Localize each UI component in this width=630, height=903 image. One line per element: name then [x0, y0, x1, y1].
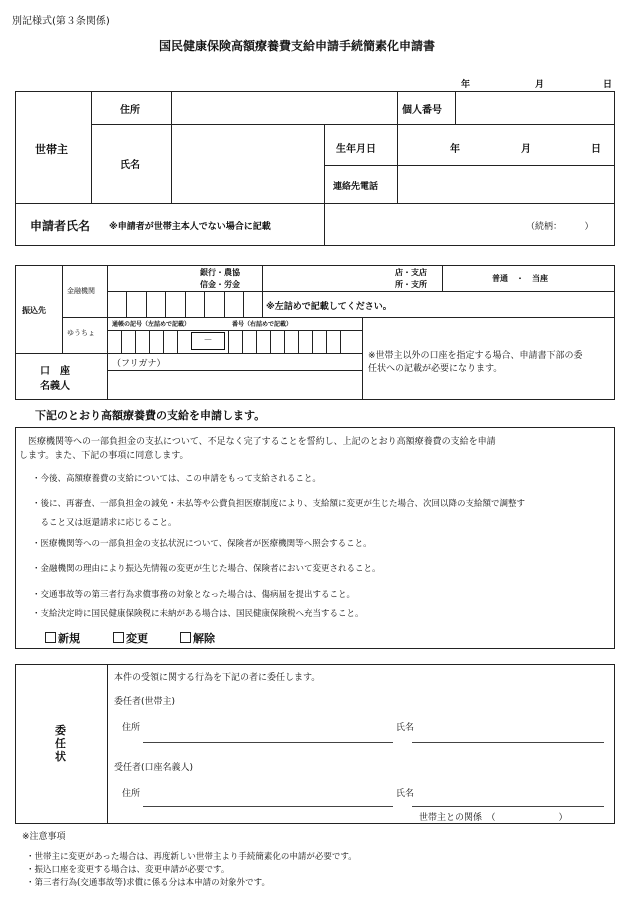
option-cancel[interactable]	[180, 630, 215, 646]
delegator-name-label: 氏名	[396, 723, 415, 733]
yucho-label: ゆうちょ	[67, 329, 95, 337]
pledge-line1: 医療機関等への一部負担金の支払について、不足なく完了することを誓約し、上記のとおり高額療養費の支給を申請	[19, 437, 496, 447]
bank-types-line1: 銀行・農協	[200, 268, 240, 277]
birth-year-label: 年	[450, 144, 460, 155]
delegatee-address-field[interactable]	[143, 790, 393, 806]
address-label: 住所	[120, 105, 140, 116]
furigana-label: （フリガナ）	[112, 359, 166, 369]
yucho-symbol-label: 通帳の記号（左詰めで記載）	[112, 321, 191, 328]
option-cancel-label: 解除	[193, 632, 215, 645]
bank-name-field[interactable]	[111, 268, 196, 288]
agreement-item-2: ・後に、再審査、一部負担金の減免・未払等や公費負担医療制度により、支給額に変更が生じた場合、次回以降の支給額で調整す	[32, 499, 526, 509]
yucho-number-label: 番号（右詰めで記載）	[232, 321, 293, 328]
note-item-2: ・振込口座を変更する場合は、変更申請が必要です。	[26, 865, 230, 875]
applicant-note: ※申請者が世帯主本人でない場合に記載	[109, 222, 271, 232]
account-holder-label-line2: 名義人	[40, 381, 70, 392]
account-number-cells[interactable]	[110, 293, 260, 315]
date-month-label: 月	[535, 80, 545, 90]
checkbox-icon	[45, 632, 56, 643]
phone-label: 連絡先電話	[333, 182, 379, 192]
delegator-address-field[interactable]	[143, 726, 393, 742]
checkbox-icon	[180, 632, 191, 643]
delegator-address-label: 住所	[122, 723, 141, 733]
notes-heading: ※注意事項	[22, 832, 66, 842]
individual-number-field[interactable]	[459, 95, 611, 122]
name-label: 氏名	[120, 160, 140, 171]
note-item-1: ・世帯主に変更があった場合は、再度新しい世帯主より手続簡素化の申請が必要です。	[26, 852, 357, 862]
account-holder-label-line1: 口 座	[40, 366, 70, 377]
institution-label: 金融機関	[67, 287, 95, 295]
page-title: 国民健康保険高額療養費支給申請手続簡素化申請書	[159, 39, 436, 53]
address-field[interactable]	[175, 95, 393, 122]
note-item-3: ・第三者行為(交通事故等)求償に係る分は本申請の対象外です。	[26, 878, 270, 888]
birth-day-label: 日	[591, 144, 601, 155]
account-type-options[interactable]: 普通 ・ 当座	[492, 274, 548, 283]
other-account-note-line2: 任状への記載が必要になります。	[368, 364, 503, 374]
branch-types-line2: 所・支所	[395, 280, 427, 289]
pledge-line2: します。また、下記の事項に同意します。	[19, 451, 189, 461]
relation-to-head[interactable]: 世帯主との関係 （ ）	[419, 813, 568, 823]
applicant-name-field[interactable]	[328, 207, 518, 242]
account-holder-field[interactable]	[111, 373, 359, 398]
yucho-dash-cell: －	[191, 332, 225, 350]
proxy-intro: 本件の受領に関する行為を下記の者に委任します。	[114, 673, 321, 683]
transfer-label: 振込先	[22, 306, 46, 315]
phone-field[interactable]	[400, 168, 611, 201]
delegatee-address-label: 住所	[122, 789, 141, 799]
bank-types-line2: 信金・労金	[200, 280, 240, 289]
agreement-item-5: ・交通事故等の第三者行為求償事務の対象となった場合は、傷病届を提出すること。	[32, 590, 356, 600]
birth-month-label: 月	[521, 144, 531, 155]
name-field[interactable]	[175, 128, 321, 200]
relation-label: （続柄： ）	[526, 222, 594, 232]
agreement-item-2-cont: ること又は返還請求に応じること。	[32, 518, 177, 528]
delegator-name-field[interactable]	[412, 726, 604, 742]
option-change-label: 変更	[126, 632, 148, 645]
agreement-item-1: ・今後、高額療養費の支給については、この申請をもって支給されること。	[32, 474, 321, 484]
delegatee-name-field[interactable]	[412, 790, 604, 806]
checkbox-icon	[113, 632, 124, 643]
agreement-item-3: ・医療機関等への一部負担金の支払状況について、保険者が医療機関等へ照会すること。	[32, 539, 372, 549]
option-new-label: 新規	[58, 632, 80, 645]
date-day-label: 日	[603, 80, 613, 90]
option-change[interactable]	[113, 630, 148, 646]
date-year-label: 年	[461, 80, 471, 90]
household-head-label: 世帯主	[35, 143, 68, 156]
application-heading: 下記のとおり高額療養費の支給を申請します。	[35, 409, 266, 422]
applicant-name-label: 申請者氏名	[30, 219, 91, 233]
branch-types-line1: 店・支店	[395, 268, 427, 277]
left-align-note: ※左詰めで記載してください。	[266, 302, 392, 312]
branch-name-field[interactable]	[266, 268, 391, 288]
other-account-note-line1: ※世帯主以外の口座を指定する場合、申請書下部の委	[368, 351, 583, 361]
delegatee-label: 受任者(口座名義人)	[114, 763, 194, 773]
option-new[interactable]	[45, 630, 80, 646]
agreement-item-4: ・金融機関の理由により振込先情報の変更が生じた場合、保険者において変更されること。	[32, 564, 381, 574]
birthdate-label: 生年月日	[336, 144, 376, 155]
individual-number-label: 個人番号	[402, 105, 442, 116]
proxy-label: 委任状	[55, 724, 66, 763]
agreement-item-6: ・支給決定時に国民健康保険税に未納がある場合は、国民健康保険税へ充当すること。	[32, 609, 364, 619]
delegator-label: 委任者(世帯主)	[114, 697, 176, 707]
delegatee-name-label: 氏名	[396, 789, 415, 799]
form-reference: 別記様式(第３条関係)	[12, 16, 110, 27]
